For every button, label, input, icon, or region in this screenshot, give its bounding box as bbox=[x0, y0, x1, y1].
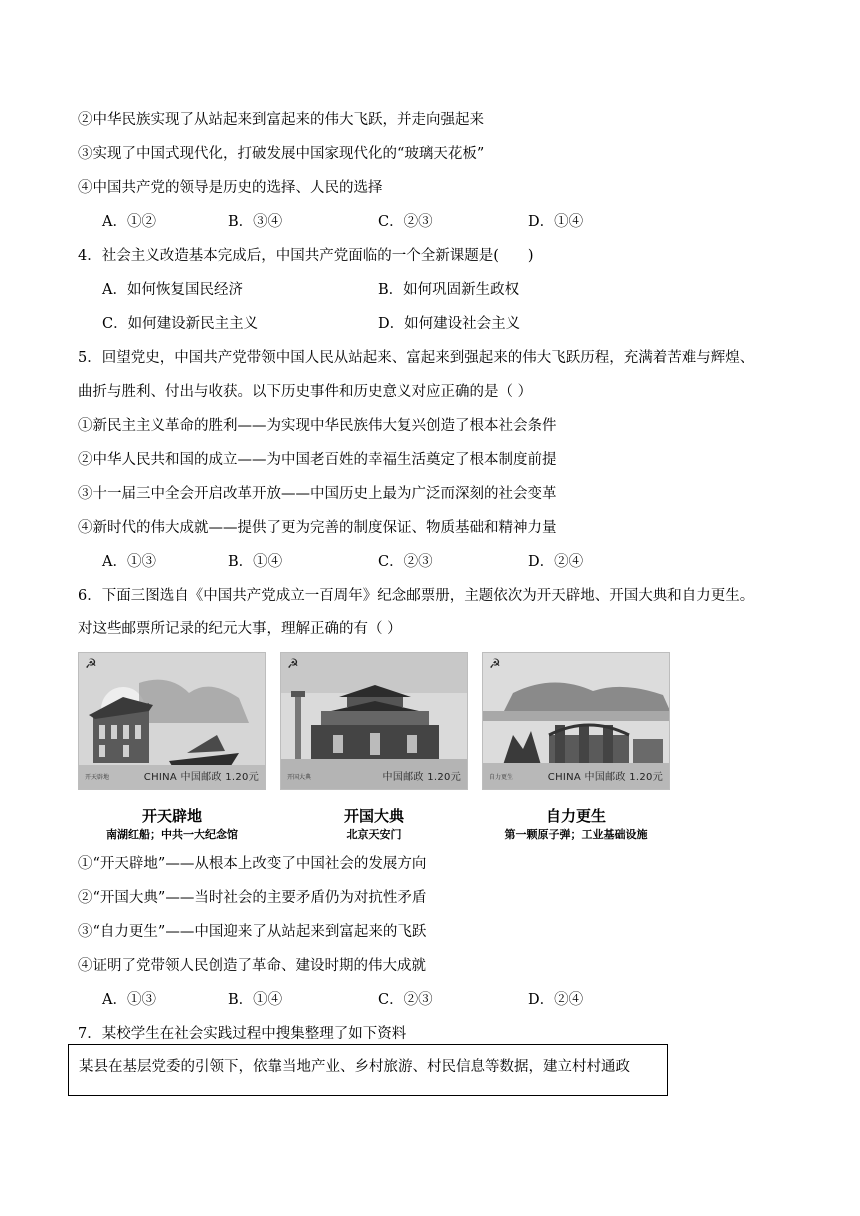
q6-statement-3: ③“自力更生”——中国迎来了从站起来到富起来的飞跃 bbox=[78, 924, 427, 940]
q4-option-d: D．如何建设社会主义 bbox=[378, 316, 521, 332]
stamp-self-reliance-title: 自力更生 bbox=[545, 807, 606, 825]
stamp-ceremony-corner-label: 开国大典 bbox=[287, 774, 312, 781]
stamp-founding-subtitle: 南湖红船；中共一大纪念馆 bbox=[106, 828, 238, 841]
stamp-founding-image bbox=[78, 652, 266, 790]
q3-option-a: A．①② bbox=[102, 214, 156, 230]
q6-option-c: C．②③ bbox=[378, 992, 433, 1008]
party-emblem-icon: ☭ bbox=[287, 657, 299, 672]
q4-option-b: B．如何巩固新生政权 bbox=[378, 282, 520, 298]
q3-option-d: D．①④ bbox=[528, 214, 584, 230]
q3-option-b: B．③④ bbox=[228, 214, 283, 230]
stamp-self-reliance-image bbox=[482, 652, 670, 790]
q3-options bbox=[102, 212, 742, 232]
q5-statement-3: ③十一届三中全会开启改革开放——中国历史上最为广泛而深刻的社会变革 bbox=[78, 486, 557, 502]
q6-option-a: A．①③ bbox=[102, 992, 156, 1008]
q4-option-a: A．如何恢复国民经济 bbox=[102, 282, 243, 298]
stamp-ceremony-image bbox=[280, 652, 468, 790]
party-emblem-icon: ☭ bbox=[489, 657, 501, 672]
q6-statement-4: ④证明了党带领人民创造了革命、建设时期的伟大成就 bbox=[78, 958, 426, 974]
q7-material-text: 某县在基层党委的引领下，依靠当地产业、乡村旅游、村民信息等数据，建立村村通政 bbox=[79, 1059, 630, 1075]
q3-option-c: C．②③ bbox=[378, 214, 433, 230]
q5-statement-1: ①新民主主义革命的胜利——为实现中华民族伟大复兴创造了根本社会条件 bbox=[78, 418, 557, 434]
q5-option-a: A．①③ bbox=[102, 554, 156, 570]
q5-stem-line2: 曲折与胜利、付出与收获。以下历史事件和历史意义对应正确的是（ ） bbox=[78, 384, 533, 400]
stamp-self-reliance-value: CHINA 中国邮政 1.20元 bbox=[547, 772, 663, 783]
q6-stem-line2: 对这些邮票所记录的纪元大事，理解正确的有（ ） bbox=[78, 621, 402, 637]
q6-option-b: B．①④ bbox=[228, 992, 283, 1008]
stamp-self-reliance-corner-label: 自力更生 bbox=[489, 774, 514, 781]
q6-statement-2: ②“开国大典”——当时社会的主要矛盾仍为对抗性矛盾 bbox=[78, 890, 427, 906]
q5-options bbox=[102, 552, 742, 572]
q7-material-box bbox=[68, 1044, 668, 1096]
stamp-self-reliance-subtitle: 第一颗原子弹；工业基础设施 bbox=[504, 828, 648, 841]
stamp-ceremony-value: 中国邮政 1.20元 bbox=[382, 772, 461, 783]
q5-statement-4: ④新时代的伟大成就——提供了更为完善的制度保证、物质基础和精神力量 bbox=[78, 520, 557, 536]
q6-stem-line1: 6．下面三图选自《中国共产党成立一百周年》纪念邮票册，主题依次为开天辟地、开国大典和自力更生。 bbox=[78, 588, 755, 604]
q4-options-row2 bbox=[102, 314, 742, 334]
stamp-ceremony-subtitle: 北京天安门 bbox=[346, 828, 402, 841]
stamp-founding-corner-label: 开天辟地 bbox=[85, 774, 110, 781]
q6-statement-1: ①“开天辟地”——从根本上改变了中国社会的发展方向 bbox=[78, 856, 427, 872]
q5-option-d: D．②④ bbox=[528, 554, 584, 570]
stamp-founding-value: CHINA 中国邮政 1.20元 bbox=[143, 772, 259, 783]
q5-stem-line1: 5．回望党史，中国共产党带领中国人民从站起来、富起来到强起来的伟大飞跃历程，充满着苦难与辉煌、 bbox=[78, 350, 755, 366]
q4-stem: 4．社会主义改造基本完成后，中国共产党面临的一个全新课题是( ) bbox=[78, 248, 534, 264]
q6-options bbox=[102, 990, 742, 1010]
q4-option-c: C．如何建设新民主主义 bbox=[102, 316, 259, 332]
q3-statement-3: ③实现了中国式现代化，打破发展中国家现代化的“玻璃天花板” bbox=[78, 146, 485, 162]
q5-option-b: B．①④ bbox=[228, 554, 283, 570]
q5-statement-2: ②中华人民共和国的成立——为中国老百姓的幸福生活奠定了根本制度前提 bbox=[78, 452, 557, 468]
q5-option-c: C．②③ bbox=[378, 554, 433, 570]
stamp-ceremony-title: 开国大典 bbox=[343, 807, 404, 825]
q6-option-d: D．②④ bbox=[528, 992, 584, 1008]
q3-statement-4: ④中国共产党的领导是历史的选择、人民的选择 bbox=[78, 180, 383, 196]
q3-statement-2: ②中华民族实现了从站起来到富起来的伟大飞跃，并走向强起来 bbox=[78, 112, 484, 128]
stamp-founding-title: 开天辟地 bbox=[141, 807, 202, 825]
party-emblem-icon: ☭ bbox=[85, 657, 97, 672]
q7-stem: 7．某校学生在社会实践过程中搜集整理了如下资料 bbox=[78, 1026, 407, 1042]
q4-options-row1 bbox=[102, 280, 742, 300]
